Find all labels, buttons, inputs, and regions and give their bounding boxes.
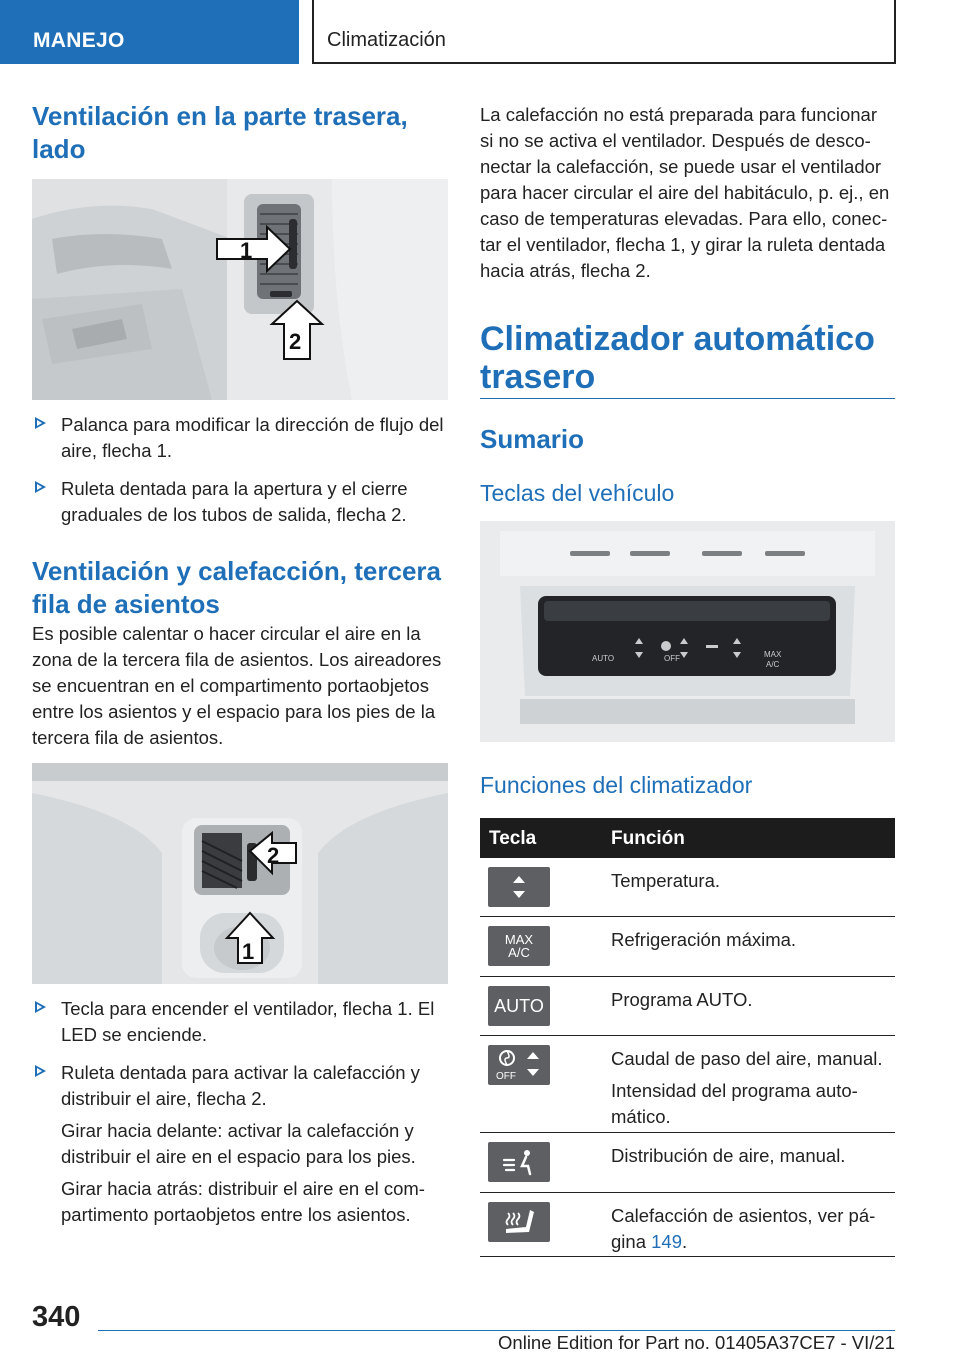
page-number: 340 [32,1301,81,1333]
heading-underline [480,398,895,399]
section-title: MANEJO [33,29,125,52]
heading-third-row: Ventilación y calefacción, tercera fila de asientos [32,556,441,619]
table-row: Distribución de aire, manual. [480,1133,895,1193]
list-item: Ruleta dentada para activar la calefacción y distribuir el aire, flecha 2. Girar hacia delante: activar la calefacción y distribuir el aire en el espacio para los pies. Girar hacia atrás: distribuir el aire en el com‐partimento portaobjetos entre los asientos. [32,1060,448,1228]
edition-note: Online Edition for Part no. 01405A37CE7 - VI/21 [498,1332,895,1353]
triangle-bullet-icon [35,1001,46,1013]
table-header [480,818,895,858]
list-item: Tecla para encender el ventilador, flecha 1. El LED se enciende. [32,996,448,1048]
max-ac-icon: MAX A/C [488,926,550,966]
seat-heating-icon [488,1202,550,1242]
list-item: Palanca para modificar la dirección de flujo del aire, flecha 1. [32,412,448,464]
heading-vehicle-keys: Teclas del vehículo [480,480,675,506]
table-row: AUTO Programa AUTO. [480,977,895,1036]
section-tab [0,0,299,64]
panel-off-label: OFF [664,654,680,663]
chapter-tab [312,0,896,64]
auto-icon: AUTO [488,986,550,1026]
third-row-bullets [32,996,448,1240]
page-link[interactable]: 149 [651,1231,682,1252]
panel-ac-label: A/C [766,660,780,669]
panel-auto-label: AUTO [592,654,615,663]
air-distribution-icon [488,1142,550,1182]
rear-side-vent-image [32,179,448,400]
col-header-function: Función [611,828,685,849]
temperature-arrows-icon [488,867,550,907]
col-header-key: Tecla [489,828,537,849]
third-row-vent-image [32,763,448,984]
fan-off-arrows-icon [488,1045,550,1085]
heading-sumario: Sumario [480,424,585,454]
heating-paragraph: La calefacción no está preparada para funcionar si no se activa el ventilador. Después de desco‐nectar la calefacción, se puede usar el ventilador para hacer circular el aire del habitáculo, p. ej., en caso de temperaturas elevadas. Para ello, conec‐tar el ventilador, flecha 1, y girar la ruleta dentada hacia atrás, flecha 2. [480,104,890,281]
callout-2: 2 [267,843,280,868]
third-row-paragraph: Es posible calentar o hacer circular el aire en la zona de la tercera fila de asientos. Los aireadores se encuentran en el compartimento portaobjetos entre los asientos y el espacio para los pies de la tercera fila de asientos. [32,623,442,748]
chapter-title: Climatización [327,29,446,51]
list-item: Ruleta dentada para la apertura y el cierre graduales de los tubos de salida, flecha 2. [32,476,448,528]
callout-1: 1 [240,238,253,263]
table-row: Calefacción de asientos, ver pá‐gina 149. [480,1193,895,1257]
callout-1: 1 [242,939,255,964]
heading-rear-side-vent: Ventilación en la parte trasera, lado [32,101,408,164]
table-row: OFF Caudal de paso del aire, manual. Intensidad del programa auto‐mático. [480,1036,895,1133]
footer-rule [98,1330,895,1331]
backward-instruction: Girar hacia atrás: distribuir el aire en el com‐partimento portaobjetos entre los asientos. [61,1178,425,1225]
off-label: OFF [496,1071,516,1082]
climate-functions-table [480,818,895,1257]
vent-bullet-list [32,412,448,540]
table-row: Temperatura. [480,858,895,917]
triangle-bullet-icon [35,481,46,493]
triangle-bullet-icon [35,1065,46,1077]
panel-max-label: MAX [764,650,782,659]
forward-instruction: Girar hacia delante: activar la calefacción y distribuir el aire en el espacio para los pies. [61,1120,416,1167]
control-panel-image [480,521,895,742]
heading-climate-functions: Funciones del climatizador [480,772,753,798]
triangle-bullet-icon [35,417,46,429]
table-row: MAX A/C Refrigeración máxima. [480,917,895,977]
heading-rear-climate: Climatizador automático trasero [480,320,875,396]
callout-2: 2 [289,329,302,354]
